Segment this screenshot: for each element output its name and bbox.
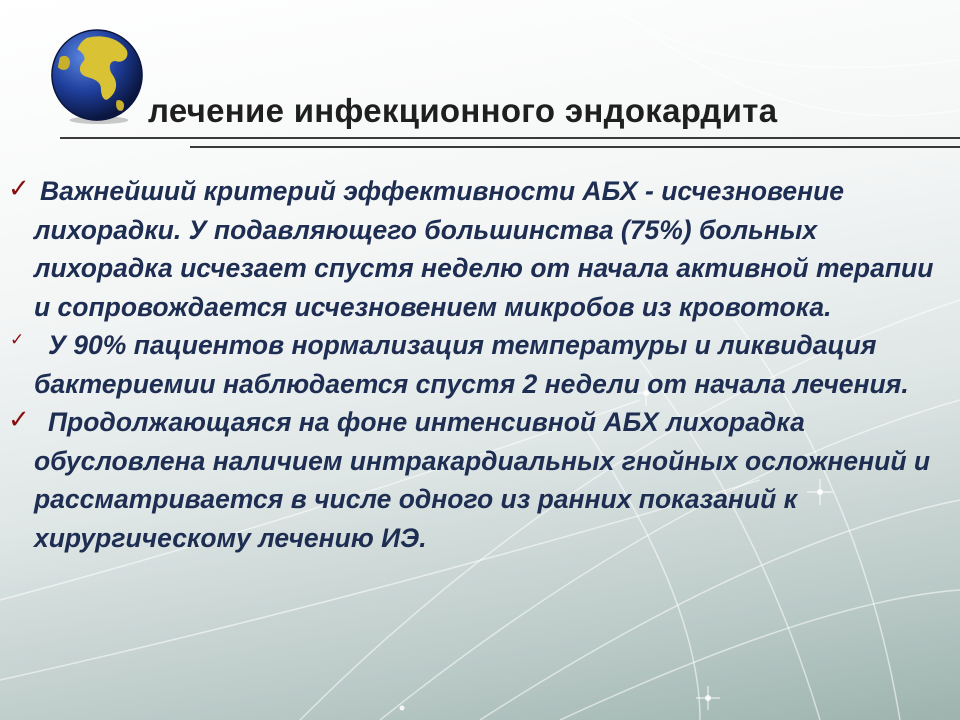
bullet-item [8, 403, 948, 557]
bullet-list [8, 172, 948, 557]
bullet-text: Важнейший критерий эффективности АБХ - исчезновение лихорадки. У подавляющего большинства (75%) больных лихорадка исчезает спустя неделю от начала активной терапии и сопровождается исчезновением микробов из кровотока. [34, 176, 934, 322]
bullet-text: Продолжающаяся на фоне интенсивной АБХ лихорадка обусловлена наличием интракардиальных гнойных осложнений и рассматривается в числе одного из ранних показаний к хирургическому лечению ИЭ. [34, 407, 931, 553]
bullet-item [8, 172, 948, 326]
title-underline [60, 137, 960, 139]
bullet-item [8, 326, 948, 403]
globe-icon [48, 28, 146, 126]
title-underline-second [190, 146, 960, 148]
checkmark-icon: ✓ [8, 174, 30, 204]
bullet-text: У 90% пациентов нормализация температуры и ликвидация бактериемии наблюдается спустя 2 недели от начала лечения. [34, 330, 909, 399]
checkmark-icon: ✓ [8, 405, 30, 435]
slide-title: лечение инфекционного эндокардита [148, 92, 778, 129]
checkmark-icon: ✓ [10, 330, 25, 350]
